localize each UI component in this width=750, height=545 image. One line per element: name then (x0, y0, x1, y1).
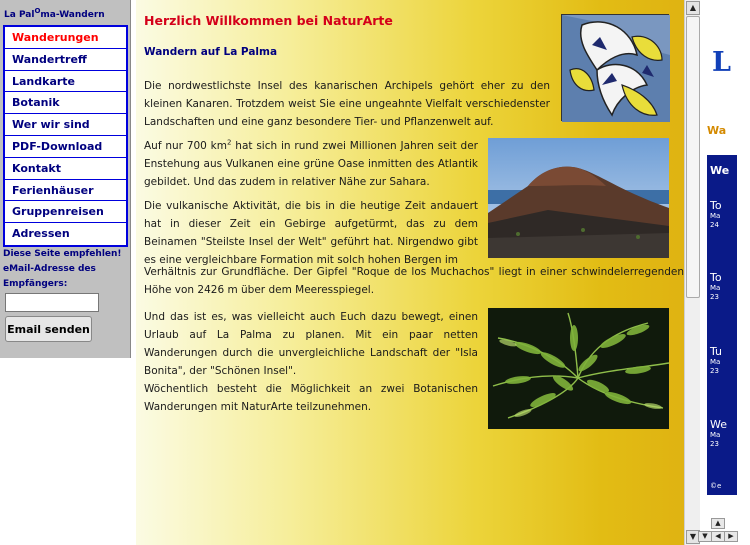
volcano-graphic (488, 138, 669, 258)
volcanic-paragraph-part2: Verhältnis zur Grundfläche. Der Gipfel "Roque de los Muchachos" liegt in einer schwindelerregenden Höhe von 2426 m über dem Meeresspiegel. (144, 266, 684, 296)
nav-item-gruppenreisen[interactable]: Gruppenreisen (5, 201, 126, 223)
news-entry[interactable]: To Ma 24 (710, 199, 722, 229)
nav-item-wer-wir-sind[interactable]: Wer wir sind (5, 114, 126, 136)
scrollbar-thumb[interactable] (686, 16, 700, 298)
nav-item-botanik[interactable]: Botanik (5, 92, 126, 114)
area-paragraph: Auf nur 700 $km^2$ hat sich in rund zwei Millionen Jahren seit der Enstehung aus Vulkanen eine grüne Oase inmitten des Atlantik gebildet. Und das zudem in relativer Nähe zur Sahara. (144, 138, 478, 188)
news-entry[interactable]: Tu Ma 23 (710, 345, 723, 375)
holiday-paragraph: Und das ist es, was vielleicht auch Euch dazu bewegt, einen Urlaub auf La Palma zu planen. Mit ein paar netten Wanderungen durch die unvergleichliche Landschaft der "Isla Bonita", der "Schönen Insel". Wöchentlich besteht die Möglichkeit an zwei Botanischen Wanderungen mit NaturArte teilzunehmen. (144, 311, 478, 413)
main-content-frame (136, 0, 684, 545)
nav-item-kontakt[interactable]: Kontakt (5, 158, 126, 180)
scroll-left-arrow-icon[interactable]: ◀ (711, 531, 725, 542)
fern-graphic (488, 308, 669, 429)
nav-item-wanderungen[interactable]: Wanderungen (5, 27, 126, 49)
news-box-footer: ©e (710, 482, 722, 490)
nav-item-pdf-download[interactable]: PDF-Download (5, 136, 126, 158)
fern-photo (488, 308, 669, 429)
scroll-up-arrow-icon[interactable]: ▲ (711, 518, 725, 529)
recommend-text: Diese Seite empfehlen! eMail-Adresse des Empfängers: (3, 249, 122, 289)
scroll-up-arrow-icon[interactable]: ▲ (686, 1, 700, 15)
nav-item-adressen[interactable]: Adressen (12, 227, 70, 241)
recipient-email-input[interactable] (5, 293, 99, 312)
right-logo: L (712, 47, 731, 78)
page-title: Herzlich Willkommen bei NaturArte (144, 13, 393, 28)
nav-item-landkarte[interactable]: Landkarte (5, 71, 126, 93)
send-email-button[interactable]: Email senden (5, 316, 92, 342)
news-entry[interactable]: To Ma 23 (710, 271, 722, 301)
nav-item-wandertreff[interactable]: Wandertreff (5, 49, 126, 71)
scroll-down-arrow-icon[interactable]: ▼ (686, 530, 700, 544)
naturarte-logo-image (561, 14, 669, 121)
volcano-photo (488, 138, 669, 258)
news-box-heading: We (710, 164, 730, 177)
site-title[interactable]: La Pal$^O$ma-Wandern (4, 7, 105, 20)
nav-item-ferienhaeuser[interactable]: Ferienhäuser (5, 180, 126, 202)
logo-graphic (562, 15, 670, 122)
right-frame (700, 0, 734, 545)
intro-paragraph: Die nordwestlichste Insel des kanarischen Archipels gehört eher zu den kleinen Kanaren. Trotzdem weist Sie eine ungeahnte Vielfalt verschiedenster Landschaften und eine ganz besondere Tier- und Pflanzenwelt auf. (144, 80, 550, 128)
scroll-right-arrow-icon[interactable]: ▶ (724, 531, 738, 542)
main-frame-scrollbar[interactable] (684, 0, 700, 545)
page-subtitle: Wandern auf La Palma (144, 46, 278, 58)
right-news-box (707, 155, 737, 495)
news-entry[interactable]: We Ma 23 (710, 418, 727, 448)
nav-menu (3, 25, 128, 247)
volcanic-paragraph-part1: Die vulkanische Aktivität, die bis in die heutige Zeit andauert hat in dieser Zeit ein Gebirge aufgetürmt, das zu dem Beinamen "Steilste Insel der Welt" geführt hat. Nirgendwo gibt es eine vergleichbare Formation mit solch hohen Bergen im (144, 200, 478, 266)
navigation-frame (0, 0, 131, 358)
right-title: Wa (707, 124, 727, 137)
scroll-down-arrow-icon[interactable]: ▼ (698, 531, 712, 542)
